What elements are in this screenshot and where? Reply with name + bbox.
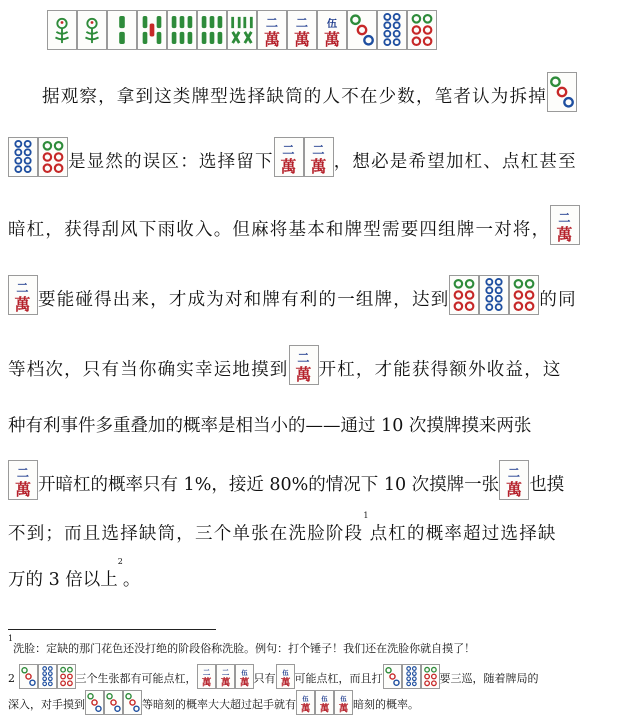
char-two: 二 [312,143,326,158]
paragraph-line-5 [8,345,562,390]
character-2-tile [216,664,235,689]
char-wan: 萬 [310,156,328,176]
char-two: 二 [295,16,309,31]
footnote-2 [8,664,539,691]
character-5-tile [296,690,315,715]
char-two: 二 [296,351,311,366]
char-two: 二 [16,281,30,296]
char-five: 伍 [326,18,338,31]
line-text: 暗杠，获得刮风下雨收入。但麻将基本和牌型需要四组牌一对将， [8,220,551,240]
footnote-mark: 2 [8,672,15,685]
bamboo-8-tile [227,10,257,50]
character-2-tile [197,664,216,689]
character-2-tile [257,10,287,50]
char-two: 二 [202,667,210,677]
character-2-tile [550,205,580,245]
circle-3-tile [123,690,142,715]
circle-3-tile [19,664,38,689]
footnote-2-continued [8,690,419,717]
circle-3-tile [547,72,577,112]
circle-6-tile [421,664,440,689]
char-two: 二 [16,466,30,481]
line-text: 据观察，拿到这类牌型选择缺筒的人不在少数，笔者认为拆掉 [42,87,547,107]
circle-3-tile [85,690,104,715]
line-text: 不到；而且选择缺筒，三个单张在洗脸阶段 [8,524,364,544]
paragraph-line-8 [8,511,557,554]
char-wan: 萬 [14,294,32,314]
paragraph-line-6 [8,406,531,446]
circle-6-tile [38,137,68,177]
char-two: 二 [558,211,572,226]
footnote-text: 要三巡，随着牌局的 [439,672,539,685]
line-text: 要能碰得出来，才成为对和牌有利的一组牌，达到 [38,290,450,310]
footnote-text: 暗刻的概率。 [353,698,419,711]
paragraph-line-3 [8,205,580,250]
char-wan: 萬 [324,29,340,49]
character-5-tile [317,10,347,50]
char-five: 伍 [240,669,248,677]
paragraph-line-7 [8,460,564,505]
char-wan: 萬 [295,364,312,384]
line-text: 的同 [539,290,577,310]
bamboo-6-tile [167,10,197,50]
circle-8-tile [8,137,38,177]
char-two: 二 [265,16,279,31]
character-2-tile [304,137,334,177]
char-five: 伍 [302,695,309,703]
footnote-text: 可能点杠，而且打 [294,672,383,685]
circle-3-tile [104,690,123,715]
footnote-text: 深入，对手摸到 [8,698,85,711]
character-5-tile [315,690,334,715]
char-two: 二 [221,667,229,677]
bamboo-5-tile [137,10,167,50]
char-wan: 萬 [15,479,31,499]
footnote-text: 等暗刻的概率大大超过起手就有 [142,698,296,711]
bamboo-2-tile [107,10,137,50]
character-5-tile [334,690,353,715]
tile-hand [47,10,437,50]
char-wan: 萬 [239,677,249,688]
character-5-tile [235,664,254,689]
char-wan: 萬 [280,677,290,688]
char-five: 伍 [340,695,347,703]
char-wan: 萬 [201,677,211,688]
character-5-tile [276,664,295,689]
character-2-tile [8,275,38,315]
char-wan: 萬 [338,703,349,714]
footnote-divider [8,629,216,630]
bamboo-1-bird-tile [77,10,107,50]
line-text: 开杠，才能获得额外收益，这 [318,360,562,380]
circle-6-tile [407,10,437,50]
circle-8-tile [479,275,509,315]
char-wan: 萬 [556,224,574,244]
footnote-text: 三个生张都有可能点杠， [75,672,197,685]
line-text: 也摸 [529,475,565,495]
bamboo-1-bird-tile [47,10,77,50]
char-wan: 萬 [319,703,330,714]
paragraph-line-2 [8,137,577,182]
line-text: ，想必是希望加杠、点杠甚至 [333,152,577,172]
character-2-tile [287,10,317,50]
paragraph-line-4 [8,275,577,320]
footnote-text: 只有 [253,672,276,685]
char-wan: 萬 [264,29,280,49]
footnote-mark: 1 [8,634,14,643]
line-text: 。 [122,570,141,590]
circle-6-tile [57,664,76,689]
circle-3-tile [347,10,377,50]
line-text: 等档次，只有当你确实幸运地摸到 [8,360,289,380]
char-two: 二 [282,143,296,158]
circle-6-tile [509,275,539,315]
paragraph-line-1 [42,72,577,117]
char-wan: 萬 [294,29,310,49]
character-2-tile [8,460,38,500]
footnote-text: 洗脸：定缺的那门花色还没打绝的阶段俗称洗脸。例句：打个锤子！我们还在洗脸你就自摸了！ [13,642,476,655]
line-text: 种有利事件多重叠加的概率是相当小的——通过 10 次摸牌摸来两张 [8,416,532,436]
line-text: 开暗杠的概率只有 1%，接近 80%的情况下 10 次摸牌一张 [38,475,500,495]
circle-8-tile [377,10,407,50]
character-2-tile [274,137,304,177]
footnote-1 [8,634,476,661]
character-2-tile [499,460,529,500]
char-five: 伍 [281,669,289,677]
char-wan: 萬 [506,479,523,499]
circle-3-tile [383,664,402,689]
char-five: 伍 [321,695,328,703]
circle-6-tile [449,275,479,315]
char-two: 二 [508,466,521,481]
circle-8-tile [38,664,57,689]
char-wan: 萬 [300,703,311,714]
paragraph-line-9 [8,557,141,600]
footnote-ref-2[interactable]: 2 [117,557,123,566]
char-wan: 萬 [280,156,298,176]
bamboo-6-tile [197,10,227,50]
line-text: 是显然的误区：选择留下 [68,152,274,172]
character-2-tile [289,345,319,385]
footnote-ref-1[interactable]: 1 [363,511,370,520]
char-wan: 萬 [220,677,230,688]
line-text: 万的 3 倍以上 [8,570,118,590]
circle-8-tile [402,664,421,689]
line-text: 点杠的概率超过选择缺 [369,524,557,544]
